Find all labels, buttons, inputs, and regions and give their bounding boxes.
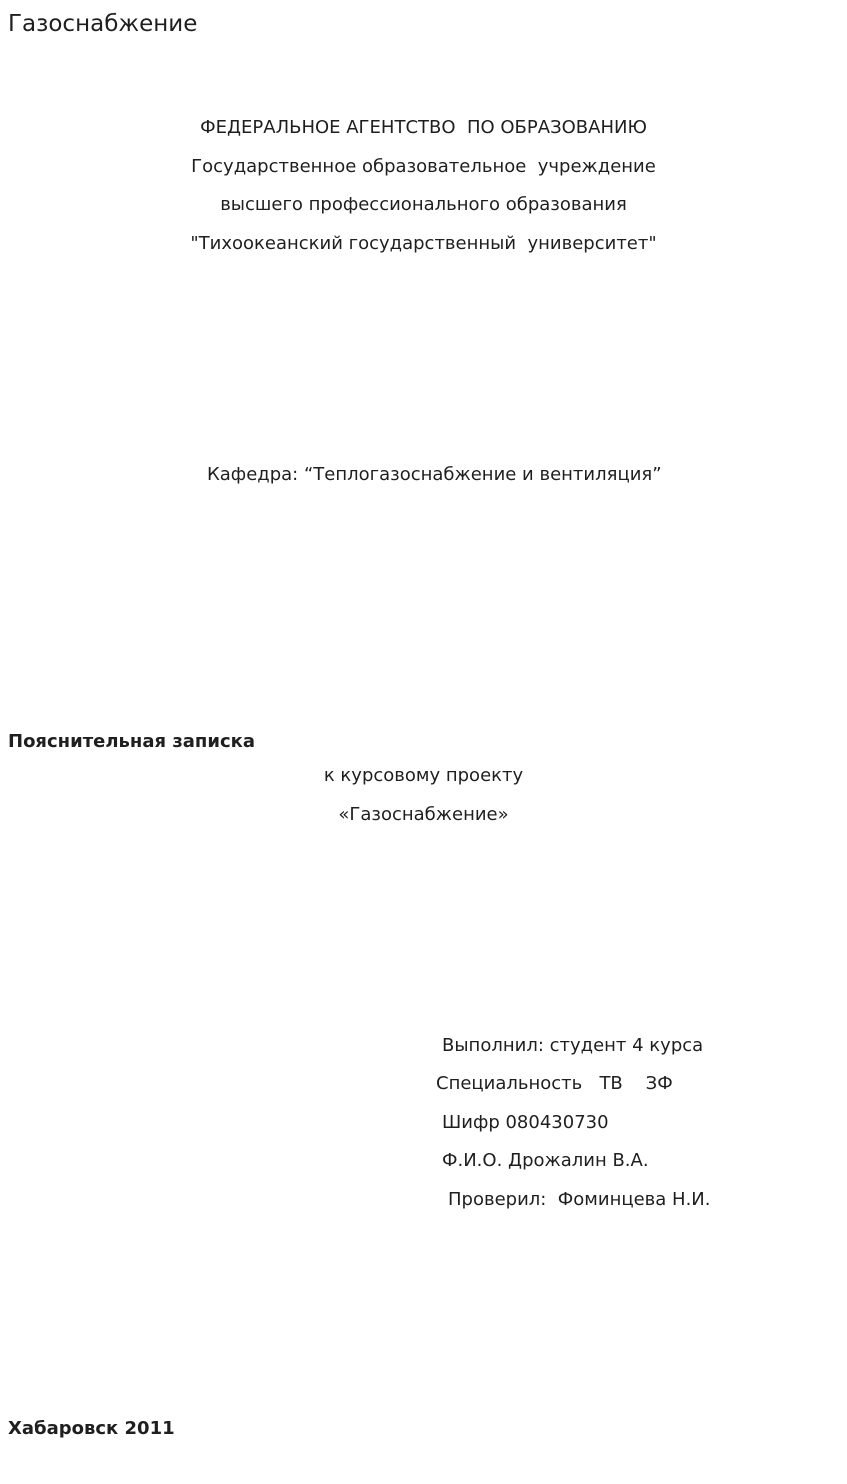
page-title: Газоснабжение [8, 11, 198, 37]
specialty: Специальность ТВ ЗФ [436, 1073, 673, 1094]
cipher: Шифр 080430730 [442, 1112, 609, 1133]
checked-by: Проверил: Фоминцева Н.И. [448, 1189, 711, 1210]
project-name: «Газоснабжение» [338, 804, 509, 825]
document-subtitle: к курсовому проекту [323, 765, 524, 786]
department-line: Кафедра: “Теплогазоснабжение и вентиляция” [207, 464, 662, 485]
institution-line-2: высшего профессионального образования [220, 194, 627, 215]
performed-by: Выполнил: студент 4 курса [442, 1035, 704, 1056]
agency-line: ФЕДЕРАЛЬНОЕ АГЕНТСТВО ПО ОБРАЗОВАНИЮ [200, 117, 647, 138]
city-year: Хабаровск 2011 [8, 1418, 175, 1439]
document-type: Пояснительная записка [8, 731, 256, 752]
full-name: Ф.И.О. Дрожалин В.А. [442, 1150, 649, 1171]
university-line: "Тихоокеанский государственный университет" [190, 233, 657, 254]
institution-line-1: Государственное образовательное учреждение [191, 156, 656, 177]
